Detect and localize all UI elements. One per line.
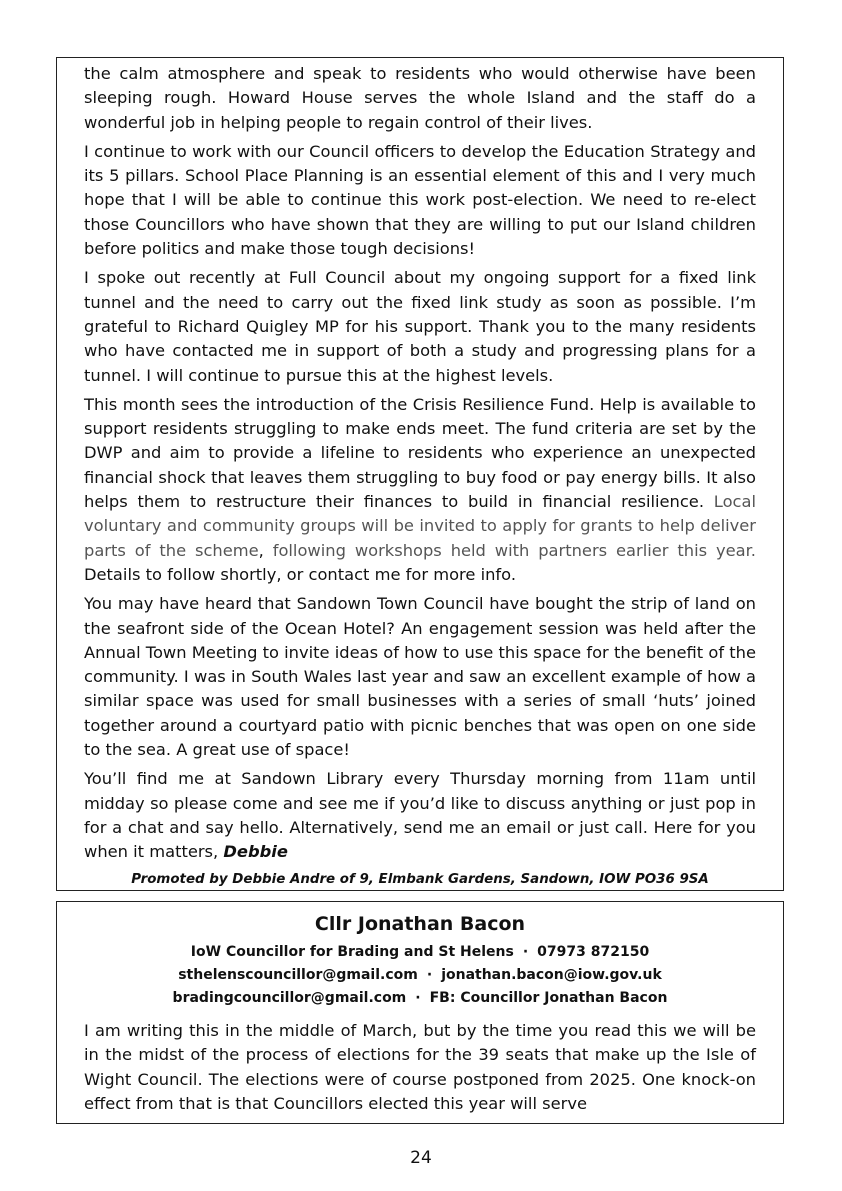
crisis-text-1: This month sees the introduction of the Crisis Resilience Fund. Help is available to support residents struggling to make ends meet. The fund criteria are set by the DWP and aim to provide a lifeline to residents who experience an unexpected financial shock that leaves them struggling to buy food or pay energy bills. It also helps them to restructure their finances to build in financial resilience.	[84, 394, 756, 512]
crisis-text-2: ,	[258, 540, 273, 560]
signature: Debbie	[223, 842, 288, 862]
crisis-text-3: Details to follow shortly, or contact me for more info.	[84, 564, 517, 584]
paragraph-closing	[84, 767, 756, 864]
page-number: 24	[410, 1148, 432, 1168]
email-brading: bradingcouncillor@gmail.com	[172, 990, 407, 1006]
phone-number: 07973 872150	[537, 944, 650, 960]
separator: ·	[415, 990, 421, 1006]
councillor-name-heading: Cllr Jonathan Bacon	[314, 913, 526, 935]
closing-text: You’ll find me at Sandown Library every Thursday morning from 11am until midday so please come and see me if you’d like to discuss anything or just pop in for a chat and say hello. Alternatively, send me an email or just call. Here for you when it matters,	[84, 769, 756, 862]
councillor-role: IoW Councillor for Brading and St Helens	[190, 944, 514, 960]
paragraph-fixed-link: I spoke out recently at Full Council about my ongoing support for a fixed link tunnel and the need to carry out the fixed link study as soon as possible. I’m grateful to Richard Quigley MP for his support. Thank you to the many residents who have contacted me in support of both a study and progressing plans for a tunnel. I will continue to pursue this at the highest levels.	[84, 268, 756, 385]
contact-line-3	[84, 987, 756, 1010]
facebook-handle: FB: Councillor Jonathan Bacon	[429, 990, 668, 1006]
crisis-text-grey-1: Local voluntary and community groups will be invited to apply for grants to help deliver parts of the scheme	[84, 492, 756, 560]
paragraph-howard-house: the calm atmosphere and speak to residents who would otherwise have been sleeping rough. Howard House serves the whole Island and the staff do a wonderful job in helping people to regain control of their lives.	[84, 64, 756, 132]
email-iow: jonathan.bacon@iow.gov.uk	[441, 967, 662, 983]
crisis-text-grey-2: following workshops held with partners earlier this year.	[272, 540, 756, 560]
contact-line-1	[84, 941, 756, 964]
separator: ·	[522, 944, 529, 960]
debbie-andre-article-box	[56, 57, 784, 891]
jonathan-bacon-article-box	[56, 901, 784, 1124]
contact-line-2	[84, 964, 756, 987]
paragraph-seafront: You may have heard that Sandown Town Council have bought the strip of land on the seafront side of the Ocean Hotel? An engagement session was held after the Annual Town Meeting to invite ideas of how to use this space for the benefit of the community. I was in South Wales last year and saw an excellent example of how a similar space was used for small businesses with a series of small ‘huts’ joined together around a courtyard patio with picnic benches that was open on one side to the sea. A great use of space!	[84, 594, 756, 760]
email-sthelens: sthelenscouncillor@gmail.com	[178, 967, 418, 983]
paragraph-crisis-resilience	[84, 393, 756, 587]
paragraph-elections: I am writing this in the middle of March, but by the time you read this we will be in the midst of the process of elections for the 39 seats that make up the Isle of Wight Council. The elections were of course postponed from 2025. One knock-on effect from that is that Councillors elected this year will serve	[84, 1021, 756, 1113]
separator: ·	[426, 967, 433, 983]
promoted-by-line: Promoted by Debbie Andre of 9, Elmbank Gardens, Sandown, IOW PO36 9SA	[131, 871, 709, 887]
paragraph-education-strategy: I continue to work with our Council officers to develop the Education Strategy and its 5 pillars. School Place Planning is an essential element of this and I very much hope that I will be able to continue this work post-election. We need to re-elect those Councillors who have shown that they are willing to put our Island children before politics and make those tough decisions!	[84, 141, 756, 259]
